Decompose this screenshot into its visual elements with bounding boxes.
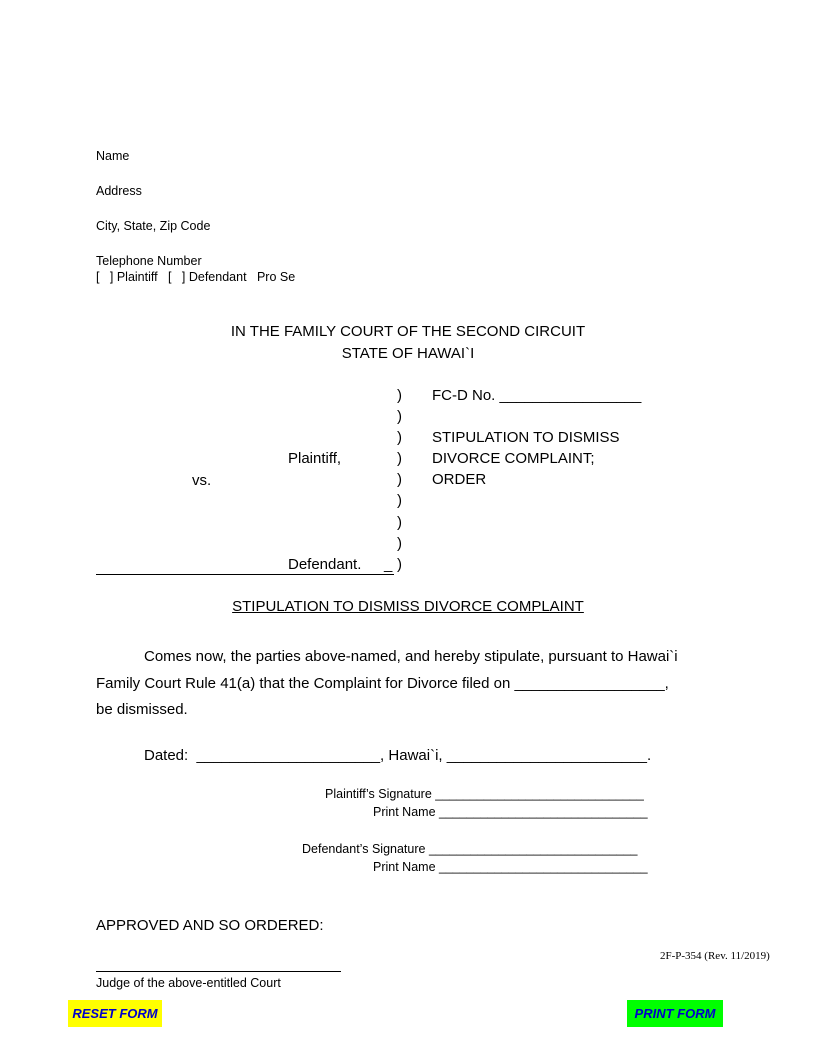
approved-ordered-label: APPROVED AND SO ORDERED: [96, 917, 324, 934]
caption-paren: ) [397, 535, 402, 552]
case-number-field: FC-D No. _________________ [432, 387, 642, 404]
defendant-name-line [96, 574, 394, 575]
caption-paren: ) [397, 387, 402, 404]
defendant-label: Defendant. [288, 556, 362, 573]
caption-paren: ) [397, 556, 402, 573]
caption-title-line3: ORDER [432, 471, 487, 488]
city-state-zip-label: City, State, Zip Code [96, 219, 211, 233]
court-name: IN THE FAMILY COURT OF THE SECOND CIRCUIT [230, 323, 586, 340]
caption-paren: ) [397, 450, 402, 467]
plaintiff-signature-line: Plaintiff’s Signature ______________________________ [325, 787, 644, 801]
caption-title-line2: DIVORCE COMPLAINT; [432, 450, 595, 467]
party-pro-se-line: [ ] Plaintiff [ ] Defendant Pro Se [96, 270, 296, 284]
caption-title-line1: STIPULATION TO DISMISS [432, 429, 620, 446]
stipulation-paragraph-line1: Comes now, the parties above-named, and hereby stipulate, pursuant to Hawai`i [144, 648, 678, 665]
address-label: Address [96, 184, 142, 198]
name-label: Name [96, 149, 130, 163]
document-heading: STIPULATION TO DISMISS DIVORCE COMPLAINT [232, 598, 584, 615]
dated-line: Dated: ______________________, Hawai`i, ________________________. [144, 747, 652, 764]
plaintiff-label: Plaintiff, [288, 450, 342, 467]
court-state: STATE OF HAWAI`I [341, 345, 475, 362]
print-form-button[interactable]: PRINT FORM [627, 1000, 723, 1027]
reset-form-button[interactable]: RESET FORM [68, 1000, 162, 1027]
judge-label: Judge of the above-entitled Court [96, 976, 281, 990]
caption-paren: ) [397, 471, 402, 488]
form-id: 2F-P-354 (Rev. 11/2019) [660, 950, 770, 962]
plaintiff-print-name-line: Print Name ______________________________ [373, 805, 648, 819]
stipulation-paragraph-line2: Family Court Rule 41(a) that the Complaint for Divorce filed on __________________, [96, 675, 669, 692]
caption-paren: ) [397, 429, 402, 446]
defendant-signature-line: Defendant’s Signature ______________________________ [302, 842, 638, 856]
caption-paren: ) [397, 514, 402, 531]
defendant-tail-mark: _ [384, 556, 393, 573]
vs-label: vs. [192, 472, 212, 489]
telephone-label: Telephone Number [96, 254, 202, 268]
defendant-print-name-line: Print Name ______________________________ [373, 860, 648, 874]
stipulation-paragraph-line3: be dismissed. [96, 701, 188, 718]
caption-paren: ) [397, 408, 402, 425]
judge-signature-line [96, 971, 341, 972]
caption-paren: ) [397, 492, 402, 509]
